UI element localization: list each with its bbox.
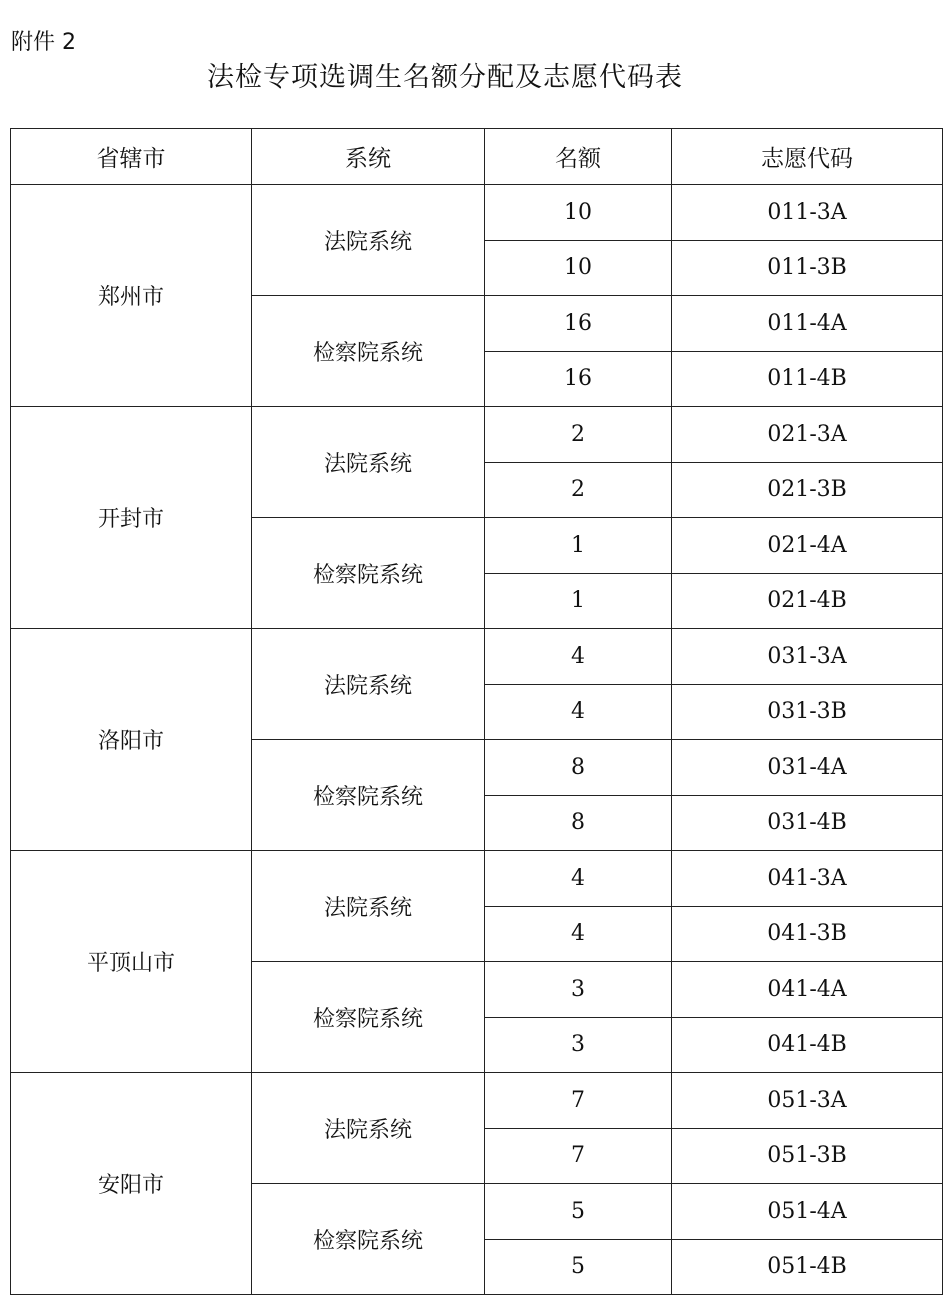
code-cell: 021-3A	[672, 407, 943, 463]
table-row	[11, 629, 943, 685]
city-cell: 郑州市	[11, 185, 252, 407]
system-cell: 法院系统	[252, 1073, 485, 1184]
quota-cell: 3	[485, 1017, 672, 1073]
code-cell: 031-4B	[672, 795, 943, 851]
code-cell: 031-3A	[672, 629, 943, 685]
quota-cell: 10	[485, 185, 672, 241]
code-cell: 031-3B	[672, 684, 943, 740]
code-cell: 011-3B	[672, 240, 943, 296]
system-cell: 检察院系统	[252, 962, 485, 1073]
system-cell: 检察院系统	[252, 518, 485, 629]
system-cell: 法院系统	[252, 185, 485, 296]
code-cell: 051-3B	[672, 1128, 943, 1184]
code-cell: 041-3B	[672, 906, 943, 962]
quota-cell: 7	[485, 1128, 672, 1184]
quota-cell: 4	[485, 684, 672, 740]
quota-cell: 1	[485, 573, 672, 629]
system-cell: 检察院系统	[252, 296, 485, 407]
table-row	[11, 1073, 943, 1129]
table-row	[11, 407, 943, 463]
quota-cell: 1	[485, 518, 672, 574]
header-system: 系统	[252, 129, 485, 185]
code-cell: 031-4A	[672, 740, 943, 796]
quota-cell: 5	[485, 1184, 672, 1240]
quota-cell: 10	[485, 240, 672, 296]
quota-table	[10, 128, 943, 1295]
code-cell: 051-3A	[672, 1073, 943, 1129]
system-cell: 法院系统	[252, 629, 485, 740]
system-cell: 法院系统	[252, 407, 485, 518]
quota-cell: 8	[485, 740, 672, 796]
code-cell: 021-4B	[672, 573, 943, 629]
attachment-label: 附件 2	[11, 30, 76, 55]
quota-cell: 7	[485, 1073, 672, 1129]
quota-cell: 4	[485, 906, 672, 962]
document-title: 法检专项选调生名额分配及志愿代码表	[207, 62, 683, 93]
code-cell: 041-4A	[672, 962, 943, 1018]
quota-cell: 4	[485, 851, 672, 907]
code-cell: 041-3A	[672, 851, 943, 907]
system-cell: 检察院系统	[252, 740, 485, 851]
quota-cell: 4	[485, 629, 672, 685]
system-cell: 检察院系统	[252, 1184, 485, 1295]
code-cell: 021-3B	[672, 462, 943, 518]
header-code: 志愿代码	[672, 129, 943, 185]
code-cell: 051-4A	[672, 1184, 943, 1240]
table-row	[11, 851, 943, 907]
code-cell: 041-4B	[672, 1017, 943, 1073]
city-cell: 平顶山市	[11, 851, 252, 1073]
city-cell: 安阳市	[11, 1073, 252, 1295]
quota-cell: 5	[485, 1239, 672, 1295]
code-cell: 021-4A	[672, 518, 943, 574]
quota-cell: 2	[485, 462, 672, 518]
code-cell: 011-4B	[672, 351, 943, 407]
header-city: 省辖市	[11, 129, 252, 185]
system-cell: 法院系统	[252, 851, 485, 962]
table-row	[11, 185, 943, 241]
quota-cell: 3	[485, 962, 672, 1018]
city-cell: 开封市	[11, 407, 252, 629]
city-cell: 洛阳市	[11, 629, 252, 851]
quota-cell: 16	[485, 351, 672, 407]
quota-cell: 16	[485, 296, 672, 352]
table-header-row	[11, 129, 943, 185]
code-cell: 051-4B	[672, 1239, 943, 1295]
header-quota: 名额	[485, 129, 672, 185]
code-cell: 011-4A	[672, 296, 943, 352]
table-body	[11, 185, 943, 1295]
code-cell: 011-3A	[672, 185, 943, 241]
quota-cell: 2	[485, 407, 672, 463]
quota-cell: 8	[485, 795, 672, 851]
